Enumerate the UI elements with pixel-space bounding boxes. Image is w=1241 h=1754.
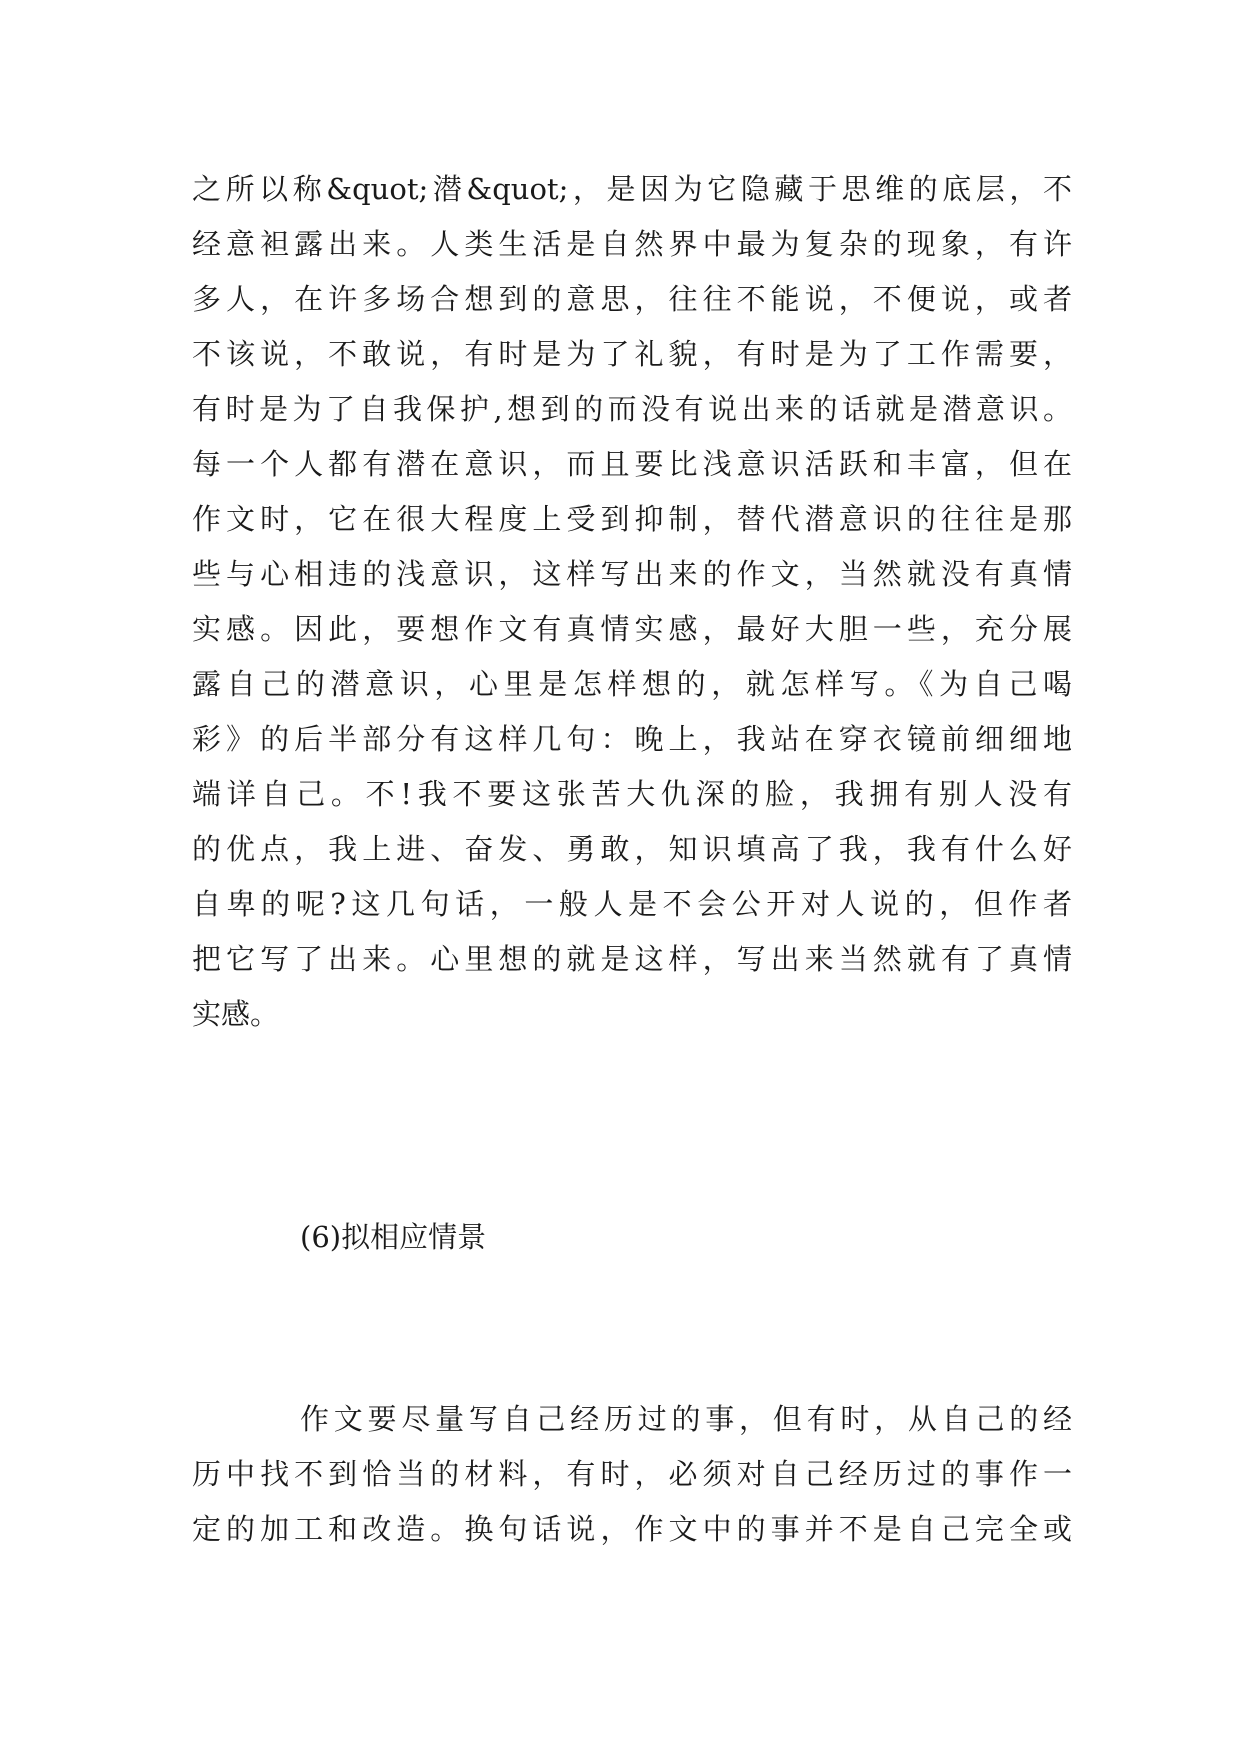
text-line: 端详自己。不!我不要这张苦大仇深的脸，我拥有别人没有 [192, 777, 1072, 811]
text-line: 实感。 [192, 997, 280, 1031]
text-line: 不该说，不敢说，有时是为了礼貌，有时是为了工作需要， [192, 337, 1072, 371]
text-line: 实感。因此，要想作文有真情实感，最好大胆一些，充分展 [192, 612, 1072, 646]
text-line: 定的加工和改造。换句话说，作文中的事并不是自己完全或 [192, 1512, 1072, 1546]
section-heading: (6)拟相应情景 [300, 1220, 487, 1254]
text-line: 之所以称&quot;潜&quot;，是因为它隐藏于思维的底层，不 [192, 172, 1072, 206]
text-line: 彩》的后半部分有这样几句：晚上，我站在穿衣镜前细细地 [192, 722, 1072, 756]
text-line: 露自己的潜意识，心里是怎样想的，就怎样写。《为自己喝 [192, 667, 1072, 701]
text-line: 作文时，它在很大程度上受到抑制，替代潜意识的往往是那 [192, 502, 1072, 536]
paragraph-scenario [192, 1392, 1072, 1557]
text-line: 历中找不到恰当的材料，有时，必须对自己经历过的事作一 [192, 1457, 1072, 1491]
text-line: 有时是为了自我保护,想到的而没有说出来的话就是潜意识。 [192, 392, 1072, 426]
text-line: 些与心相违的浅意识，这样写出来的作文，当然就没有真情 [192, 557, 1072, 591]
text-line: 每一个人都有潜在意识，而且要比浅意识活跃和丰富，但在 [192, 447, 1072, 481]
text-line: 的优点，我上进、奋发、勇敢，知识填高了我，我有什么好 [192, 832, 1072, 866]
paragraph-latent-consciousness [192, 162, 1072, 1042]
text-line: 多人，在许多场合想到的意思，往往不能说，不便说，或者 [192, 282, 1072, 316]
text-line: 把它写了出来。心里想的就是这样，写出来当然就有了真情 [192, 942, 1072, 976]
text-line: 自卑的呢?这几句话，一般人是不会公开对人说的，但作者 [192, 887, 1072, 921]
text-line: 经意袒露出来。人类生活是自然界中最为复杂的现象，有许 [192, 227, 1072, 261]
text-line: 作文要尽量写自己经历过的事，但有时，从自己的经 [300, 1402, 1072, 1436]
